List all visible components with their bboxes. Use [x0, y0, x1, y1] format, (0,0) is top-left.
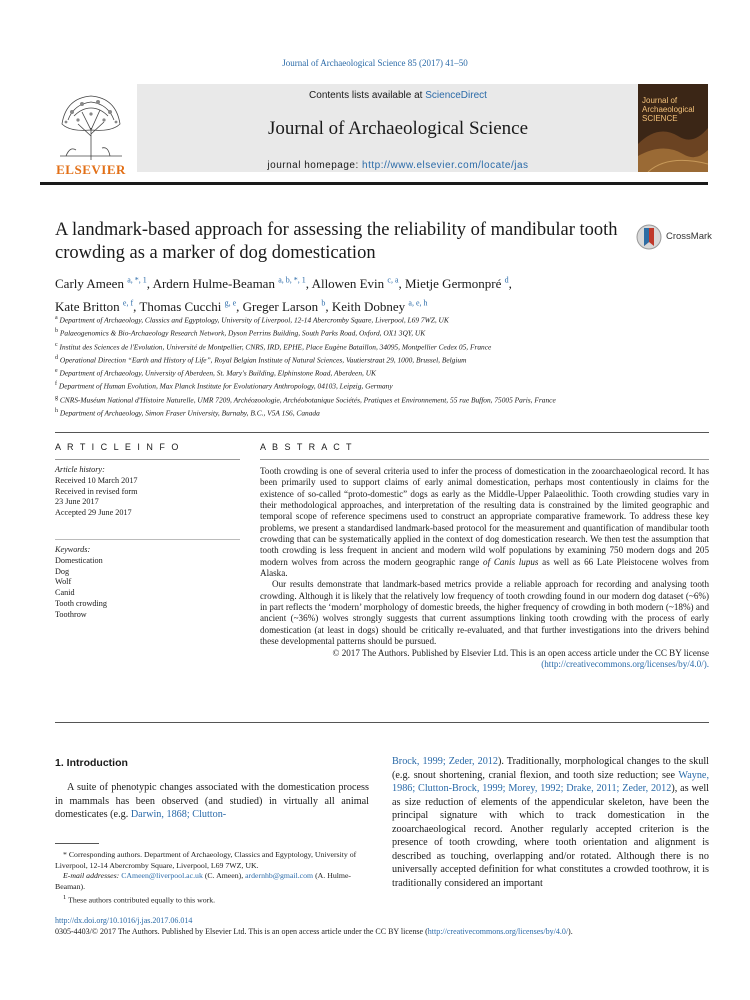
history-item: Accepted 29 June 2017: [55, 508, 132, 518]
history-label: Article history:: [55, 465, 105, 474]
journal-title: Journal of Archaeological Science: [267, 118, 529, 139]
abstract-heading: A B S T R A C T: [260, 442, 354, 452]
cover-title: Journal of Archaeological SCIENCE: [642, 96, 695, 123]
keyword: Tooth crowding: [55, 598, 107, 608]
keywords-rule: [55, 539, 240, 540]
license-link[interactable]: (http://creativecommons.org/licenses/by/4.0/).: [541, 658, 709, 669]
elsevier-wordmark: ELSEVIER: [56, 162, 126, 177]
article-title: A landmark-based approach for assessing the reliability of mandibular tooth crowding as a marker of dog domestication: [55, 220, 618, 263]
history-item: 23 June 2017: [55, 497, 99, 507]
sciencedirect-link[interactable]: ScienceDirect: [425, 90, 487, 101]
section-rule-bottom: [55, 722, 709, 723]
affiliations: [55, 313, 705, 419]
crossmark-label: CrossMark: [666, 231, 712, 242]
license-line: © 2017 The Authors. Published by Elsevier Ltd. This is an open access article under the CC BY license (http://creativecommons.org/licenses/by/4.0/).: [332, 647, 709, 669]
journal-cover-image: [638, 84, 708, 172]
email-link[interactable]: CAmeen@liverpool.ac.uk: [121, 871, 203, 880]
affiliation: $^a$ Department of Archaeology, Classics and Egyptology, University of Liverpool, 12-14 Abercromby Square, Liverpool, L69 7WZ, UK: [55, 315, 449, 325]
keyword: Wolf: [55, 577, 72, 587]
abstract-paragraph: Tooth crowding is one of several criteria used to infer the process of domestication in the zooarchaeological record. It has been primarily used to support claims of early animal domestication, perhaps most contentiously in claims for the existence of so-called “proto-domestic” dogs as early as the Middle-Upper Palaeolithic. Tooth crowding studies vary in their methodological approaches, and interpretation of the resulting data is constrained by the limited geographic and temporal scope of reference specimens used to construct an appropriate comparative framework. To address these key problems, we present a standardised landmark-based protocol for the measurement and quantification of mandibular tooth crowding that can be systematically applied in the context of dog domestication research. We then test the assumption that tooth crowding is less frequent in ancient and modern wild wolf populations by examining 750 modern dogs and 205 modern wolves from across the modern geographic range of Canis lupus as well as 66 Late Pleistocene wolves from Alaska.: [260, 466, 709, 579]
affiliation: $^f$ Department of Human Evolution, Max Planck Institute for Evolutionary Anthropology, 04103, Leipzig, Germany: [55, 381, 393, 391]
author[interactable]: Greger Larson $^b$,: [242, 298, 332, 314]
section-rule-top: [55, 432, 709, 433]
affiliation: $^g$ CNRS-Muséum National d'Histoire Naturelle, UMR 7209, Archéozoologie, Archéobotanique Sociétés, Pratiques et Environnement, 55 rue Buffon, 75005 Paris, France: [55, 394, 556, 405]
history-item: Received in revised form: [55, 486, 138, 496]
journal-reference[interactable]: Journal of Archaeological Science 85 (2017) 41–50: [282, 58, 468, 68]
keywords-label: Keywords:: [55, 545, 91, 554]
abstract-paragraph: Our results demonstrate that landmark-based metrics provide a reliable approach for recording and analysing tooth crowding. Although it is likely that the relatively low frequency of tooth crowding found in our modern dog dataset (~6%) in part reflects the ‘modern’ morphology of domestic breeds, the higher frequency of crowding in both modern (~18%) and ancient (~36%) wolves strongly suggests that current assumptions linking tooth crowding with the process of early domestication (at least in dogs) should be critically re-evaluated, and that further investigations into the drivers behind these developmental patterns should be pursued.: [260, 579, 709, 647]
banner-rule: [40, 182, 708, 185]
homepage-line: [137, 160, 659, 171]
author[interactable]: Ardern Hulme-Beaman $^{a, b, *, 1}$,: [152, 276, 312, 292]
abstract-body: [260, 466, 709, 670]
crossmark-icon: [636, 224, 662, 250]
footnotes: [55, 850, 369, 906]
intro-right-column: Brock, 1999; Zeder, 2012). Traditionally, morphological changes to the skull (e.g. snout shortening, cranial flexion, and tooth size reduction; see Wayne, 1986; Clutton-Brock, 1999; Morey, 1992; Drake, 2011; Zeder, 2012), as well as size reduction of elements of the appendicular skeleton, have been the principal signature with which to track domestication in the zooarchaeological record. Another regularly accepted criterion is the presence of tooth crowding, where tooth orientation and alignment is described as touching, overlapping and/or rotated. Although there is no universally accepted definition for what constitutes a crowded toothrow, it is traditionally considered an important: [392, 756, 709, 889]
corresponding-footnote: * Corresponding authors. Department of Archaeology, Classics and Egyptology, University of Liverpool, 12-14 Abercromby Square, Liverpool, L69 7WZ, UK.: [55, 850, 357, 870]
citation-link[interactable]: Darwin, 1868; Clutton-: [130, 809, 227, 820]
keyword: Domestication: [55, 555, 103, 565]
intro-left-column: A suite of phenotypic changes associated with the domestication process in mammals has been observed (and studied) in virtually all animal domesticates (e.g. Darwin, 1868; Clutton-: [55, 782, 369, 820]
article-info-rule: [55, 459, 240, 460]
affiliation: $^h$ Department of Archaeology, Simon Fraser University, Burnaby, B.C., V5A 1S6, Canada: [55, 407, 320, 418]
journal-banner: [40, 84, 708, 180]
contents-prefix: Contents lists available at: [309, 90, 423, 101]
affiliation: $^b$ Palaeogenomics & Bio-Archaeology Research Network, Dyson Perrins Building, South Parks Road, Oxford, OX1 3QY, UK: [55, 328, 426, 338]
homepage-label: journal homepage:: [267, 160, 359, 171]
footnote-rule: [55, 843, 99, 844]
author[interactable]: Allowen Evin $^{c, a}$,: [311, 276, 405, 292]
keyword: Toothrow: [55, 609, 87, 619]
keyword: Canid: [55, 588, 75, 598]
contents-line: [137, 90, 659, 101]
abstract-rule: [260, 459, 709, 460]
equal-contribution-footnote: $^1$ These authors contributed equally to this work.: [63, 894, 216, 905]
article-info-heading: A R T I C L E I N F O: [55, 442, 181, 452]
email-footnote: E-mail addresses: CAmeen@liverpool.ac.uk (C. Ameen), ardernhb@gmail.com (A. Hulme-Beaman).: [55, 871, 352, 891]
doi-link[interactable]: http://dx.doi.org/10.1016/j.jas.2017.06.014: [55, 916, 193, 925]
author[interactable]: Mietje Germonpré $^d$,: [405, 276, 512, 292]
issn-line: 0305-4403/© 2017 The Authors. Published by Elsevier Ltd. This is an open access article under the CC BY license (http://creativecommons.org/licenses/by/4.0/).: [55, 927, 573, 936]
affiliation: $^d$ Operational Direction “Earth and History of Life”, Royal Belgian Institute of Natural Sciences, Vautierstraat 29, 1000, Brussel, Belgium: [55, 354, 467, 365]
citation-link[interactable]: Wayne, 1986; Clutton-Brock, 1999; Morey, 1992; Drake, 2011; Zeder, 2012: [392, 769, 709, 794]
keywords: [55, 545, 240, 621]
author[interactable]: Kate Britton $^{e, f}$,: [55, 298, 140, 314]
affiliation: $^c$ Institut des Sciences de l'Evolution, Université de Montpellier, CNRS, IRD, EPHE, Place Eugène Bataillon, 34095, Montpellier Cedex 05, France: [55, 341, 492, 351]
citation-link[interactable]: Brock, 1999; Zeder, 2012: [392, 756, 498, 767]
banner-center: [137, 84, 659, 172]
author-list: [55, 271, 705, 316]
homepage-link[interactable]: http://www.elsevier.com/locate/jas: [362, 160, 529, 171]
affiliation: $^e$ Department of Archaeology, University of Aberdeen, St. Mary's Building, Elphinstone Road, Aberdeen, UK: [55, 368, 376, 378]
author[interactable]: Thomas Cucchi $^{g, e}$,: [139, 298, 243, 314]
bottom-metadata: [55, 915, 715, 937]
crossmark-button[interactable]: [636, 224, 710, 250]
author[interactable]: Keith Dobney $^{a, e, h}$: [331, 298, 428, 314]
introduction-heading: 1. Introduction: [55, 757, 128, 769]
article-history: [55, 465, 240, 519]
email-link[interactable]: ardernhb@gmail.com: [245, 871, 314, 880]
author[interactable]: Carly Ameen $^{a, *, 1}$,: [55, 276, 153, 292]
history-item: Received 10 March 2017: [55, 475, 138, 485]
keyword: Dog: [55, 566, 70, 576]
license-url-link[interactable]: http://creativecommons.org/licenses/by/4.0/: [427, 927, 569, 936]
